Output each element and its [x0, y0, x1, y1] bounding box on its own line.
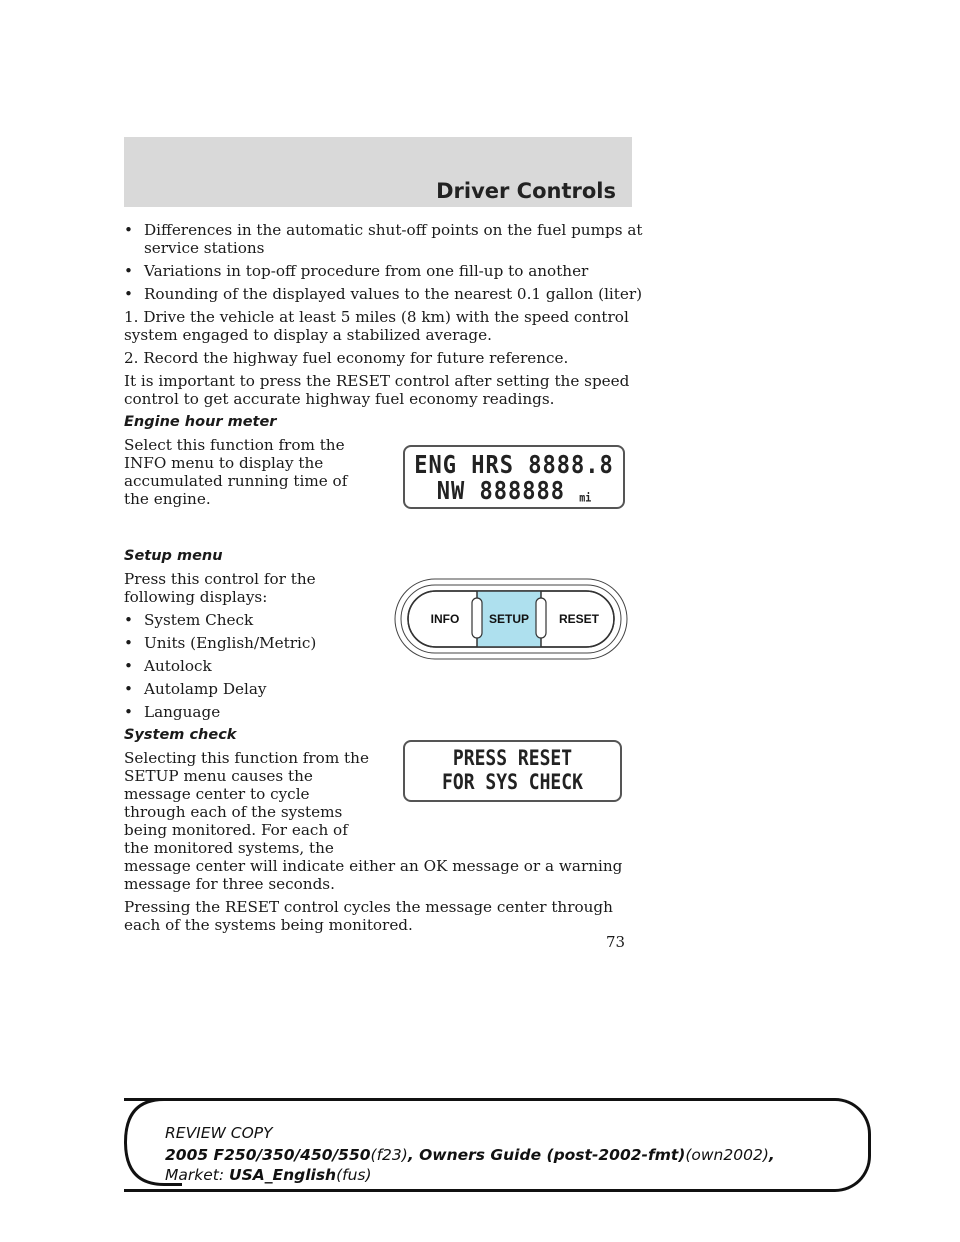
list-item: • Units (English/Metric) [124, 634, 317, 652]
setup-heading: Setup menu [124, 548, 223, 564]
system-check-text-2: Pressing the RESET control cycles the message center through each of the systems being monitored. [124, 898, 613, 934]
list-item: • System Check [124, 611, 254, 629]
bullet-text: Differences in the automatic shut-off points on the fuel pumps at service stations [144, 221, 643, 257]
system-check-display [403, 740, 622, 802]
system-check-text-cont: message center will indicate either an OK message or a warning message for three seconds. [124, 857, 623, 893]
display-line-2: NW 888888 mi [436, 477, 592, 506]
list-item: • Language [124, 703, 221, 721]
list-item: • Autolamp Delay [124, 680, 267, 698]
bullet-icon: • [124, 611, 133, 629]
review-line-2: 2005 F250/350/450/550(f23), Owners Guide (post-2002-fmt)(own2002), [165, 1146, 775, 1164]
bullet-icon: • [124, 285, 133, 303]
engine-hour-display [403, 445, 625, 509]
bullet-icon: • [124, 221, 133, 239]
bullet-icon: • [124, 657, 133, 675]
list-item [124, 262, 644, 280]
list-item: • Autolock [124, 657, 212, 675]
review-line-1: REVIEW COPY [165, 1124, 273, 1142]
bullet-icon: • [124, 634, 133, 652]
message-center-buttons [393, 576, 629, 662]
page-number: 73 [606, 933, 626, 951]
step-1: 1. Drive the vehicle at least 5 miles (8 km) with the speed control system engaged to display a stabilized average. [124, 308, 629, 344]
setup-text: Press this control for the following displays: [124, 570, 316, 606]
reset-note: It is important to press the RESET control after setting the speed control to get accurate highway fuel economy readings. [124, 372, 630, 408]
section-title: Driver Controls [436, 179, 616, 203]
display-line-2: FOR SYS CHECK [442, 769, 583, 796]
bullet-icon: • [124, 703, 133, 721]
info-button: INFO [430, 612, 460, 626]
engine-hour-heading: Engine hour meter [124, 414, 277, 430]
list-item [124, 221, 644, 257]
bullet-text: Variations in top-off procedure from one fill-up to another [144, 262, 589, 280]
system-check-heading: System check [124, 727, 237, 743]
step-2: 2. Record the highway fuel economy for future reference. [124, 349, 569, 367]
system-check-text: Selecting this function from the SETUP menu causes the message center to cycle through each of the systems being monitored. For each of the monitored systems, the [124, 749, 369, 857]
setup-button: SETUP [488, 612, 530, 626]
bullet-icon: • [124, 262, 133, 280]
list-item [124, 285, 644, 303]
display-unit: mi [579, 492, 592, 505]
engine-hour-text: Select this function from the INFO menu to display the accumulated running time of the engine. [124, 436, 348, 508]
bullet-text: Rounding of the displayed values to the nearest 0.1 gallon (liter) [144, 285, 643, 303]
bullet-icon: • [124, 680, 133, 698]
review-line-3: Market: USA_English(fus) [165, 1166, 372, 1184]
header-band [124, 137, 632, 207]
reset-button: RESET [558, 612, 600, 626]
display-line-1: ENG HRS 8888.8 [414, 451, 614, 480]
display-line-1: PRESS RESET [452, 745, 573, 772]
